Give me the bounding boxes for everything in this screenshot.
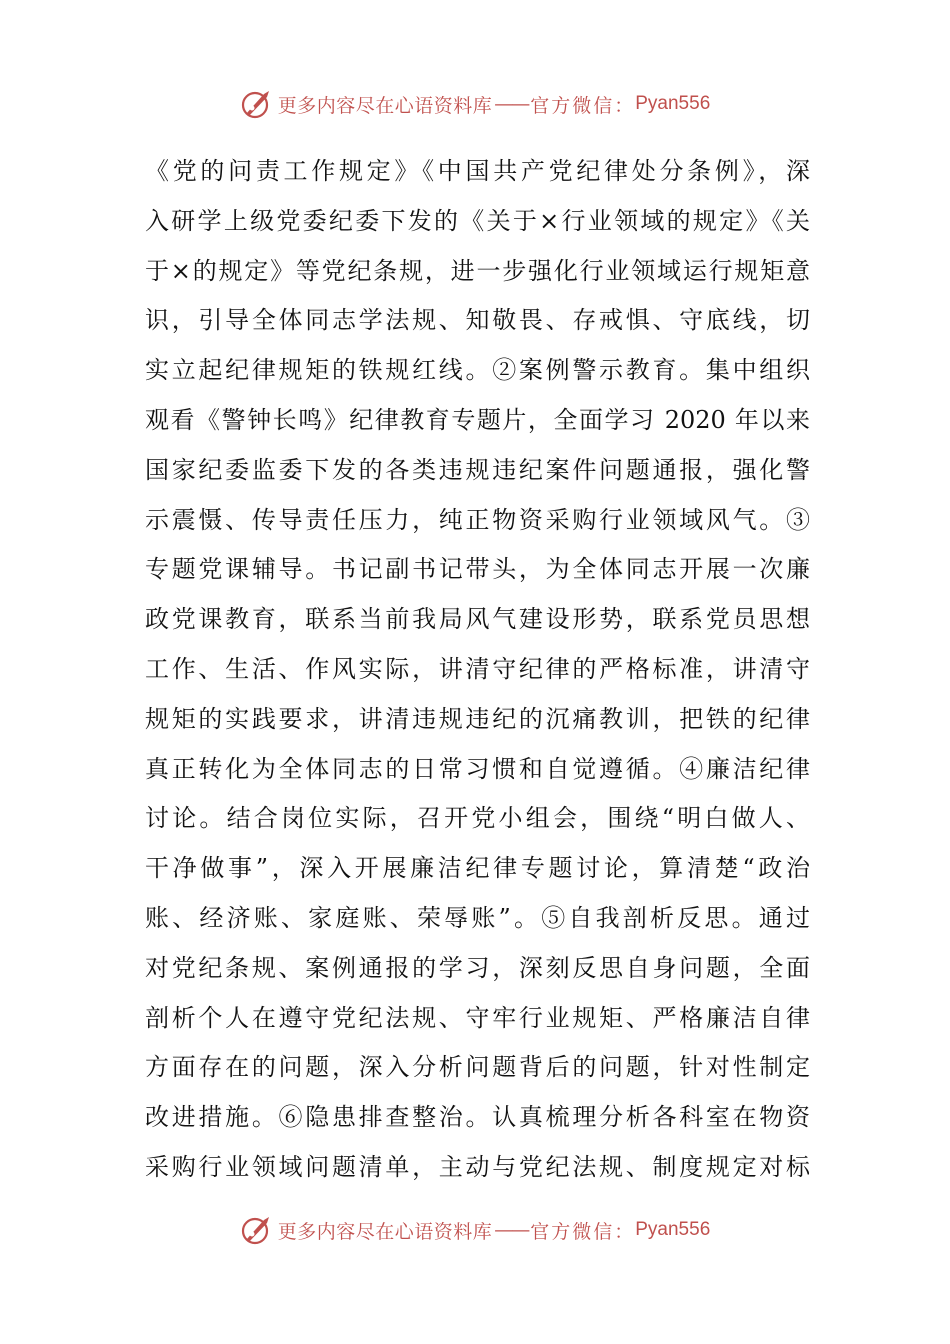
banner-wechat-id: Pyan556 (635, 1219, 711, 1240)
body-line: 剖析个人在遵守党纪法规、守牢行业规矩、严格廉洁自律 (145, 1003, 810, 1032)
body-line: 示震慑、传导责任压力，纯正物资采购行业领域风气。③ (145, 505, 810, 534)
body-line: 于×的规定》等党纪条规，进一步强化行业领域运行规矩意 (145, 256, 810, 285)
banner-wechat-id: Pyan556 (635, 93, 711, 114)
pen-nib-circle-icon (240, 1213, 274, 1247)
body-line: 对党纪条规、案例通报的学习，深刻反思自身问题，全面 (145, 953, 810, 982)
body-line: 识，引导全体同志学法规、知敬畏、存戒惧、守底线，切 (145, 306, 810, 335)
banner-brand-text: 更多内容尽在心语资料库 (277, 1220, 493, 1243)
body-line: 方面存在的问题，深入分析问题背后的问题，针对性制定 (145, 1053, 810, 1082)
body-line: 改进措施。⑥隐患排查整治。认真梳理分析各科室在物资 (145, 1103, 810, 1132)
body-line: 实立起纪律规矩的铁规红线。②案例警示教育。集中组织 (145, 356, 810, 385)
banner-separator: —— (494, 1219, 529, 1241)
body-line: 规矩的实践要求，讲清违规违纪的沉痛教训，把铁的纪律 (145, 704, 810, 733)
body-line: 专题党课辅导。书记副书记带头，为全体同志开展一次廉 (145, 555, 810, 584)
body-line: 政党课教育，联系当前我局风气建设形势，联系党员思想 (145, 605, 810, 634)
body-line: 入研学上级党委纪委下发的《关于×行业领域的规定》《关 (145, 206, 810, 235)
body-line: 采购行业领域问题清单，主动与党纪法规、制度规定对标 (145, 1152, 810, 1181)
document-body (145, 147, 810, 1193)
body-line: 《党的问责工作规定》《中国共产党纪律处分条例》，深 (145, 157, 810, 185)
body-line: 工作、生活、作风实际，讲清守纪律的严格标准，讲清守 (145, 654, 810, 683)
body-line: 账、经济账、家庭账、荣辱账”。⑤自我剖析反思。通过 (145, 903, 810, 932)
header-banner (0, 84, 950, 124)
banner-brand-text: 更多内容尽在心语资料库 (277, 94, 493, 117)
banner-wechat-label: 官方微信： (530, 94, 636, 117)
body-line: 真正转化为全体同志的日常习惯和自觉遵循。④廉洁纪律 (145, 754, 810, 783)
body-line: 观看《警钟长鸣》纪律教育专题片，全面学习 2020 年以来 (145, 405, 810, 434)
body-line: 干净做事”，深入开展廉洁纪律专题讨论，算清楚“政治 (145, 854, 810, 883)
body-line: 国家纪委监委下发的各类违规违纪案件问题通报，强化警 (145, 455, 810, 484)
body-line: 讨论。结合岗位实际，召开党小组会，围绕“明白做人、 (145, 804, 810, 833)
pen-nib-circle-icon (240, 87, 274, 121)
banner-wechat-label: 官方微信： (530, 1220, 636, 1243)
footer-banner (0, 1210, 950, 1250)
banner-separator: —— (494, 93, 529, 115)
